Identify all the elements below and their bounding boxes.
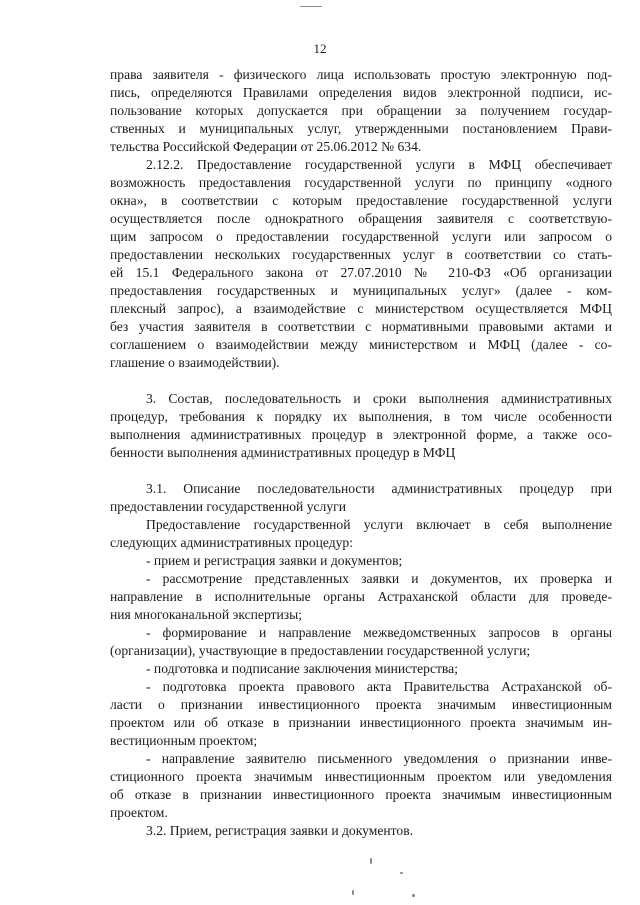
list-item: - прием и регистрация заявки и документов;: [146, 553, 403, 568]
page-number: 12: [313, 41, 327, 56]
list-item: - подготовка и подписание заключения министерства;: [146, 661, 458, 676]
text-line: ласти о признании инвестиционного проекта значимым инвестиционным: [110, 697, 612, 712]
text-line: плексный запрос), а взаимодействие с министерством осуществляется МФЦ: [110, 301, 612, 316]
text-line: без участия заявителя в соответствии с нормативными правовыми актами и: [110, 319, 612, 334]
scan-artifact: [300, 6, 322, 7]
text-line: права заявителя - физического лица использовать простую электронную под-: [110, 67, 612, 82]
text-line: (организации), участвующие в предоставлении государственной услуги;: [110, 643, 531, 658]
subsection-heading-line: 3.1. Описание последовательности административных процедур при: [146, 481, 612, 496]
list-item: - рассмотрение представленных заявки и документов, их проверка и: [146, 571, 612, 586]
scan-artifact: [370, 858, 372, 864]
section-heading-line: процедур, требования к порядку их выполнения, в том числе особенности: [110, 409, 612, 424]
section-heading-line: бенности выполнения административных процедур в МФЦ: [110, 445, 456, 460]
scan-artifact: [352, 890, 354, 895]
text-line: Предоставление государственной услуги включает в себя выполнение: [146, 517, 612, 532]
text-line: ей 15.1 Федерального закона от 27.07.2010 № 210-ФЗ «Об организации: [110, 265, 612, 280]
scan-artifact: [412, 894, 415, 897]
text-line: предоставления государственных и муниципальных услуг» (далее - ком-: [110, 283, 612, 298]
text-line: предоставлении нескольких государственных услуг в соответствии со стать-: [110, 247, 612, 262]
text-line: пись, определяются Правилами определения видов электронной подписи, ис-: [110, 85, 612, 100]
text-line: следующих административных процедур:: [110, 535, 353, 550]
text-line: глашение о взаимодействии).: [110, 355, 280, 370]
text-line: соглашением о взаимодействии между министерством и МФЦ (далее - со-: [110, 337, 612, 352]
text-line: проектом.: [110, 805, 168, 820]
subsection-heading-line: 3.2. Прием, регистрация заявки и документов.: [146, 823, 414, 838]
text-line: пользование которых допускается при обращении за получением государ-: [110, 103, 612, 118]
text-line: ственных и муниципальных услуг, утвержденными постановлением Прави-: [110, 121, 612, 136]
text-line: вестиционным проектом;: [110, 733, 258, 748]
text-line: 2.12.2. Предоставление государственной услуги в МФЦ обеспечивает: [146, 157, 612, 172]
section-heading-line: выполнения административных процедур в электронной форме, а также осо-: [110, 427, 612, 442]
scan-artifact: [400, 872, 403, 874]
list-item: - формирование и направление межведомственных запросов в органы: [146, 625, 612, 640]
text-line: ния многоканальной экспертизы;: [110, 607, 303, 622]
text-line: осуществляется после однократного обращения заявителя с соответствую-: [110, 211, 612, 226]
section-heading-line: 3. Состав, последовательность и сроки выполнения административных: [146, 391, 612, 406]
text-line: об отказе в признании инвестиционного проекта значимым инвестиционным: [110, 787, 612, 802]
text-line: возможность предоставления государственной услуги по принципу «одного: [110, 175, 612, 190]
text-line: проектом или об отказе в признании инвестиционного проекта значимым ин-: [110, 715, 612, 730]
text-line: щим запросом о предоставлении государственной услуги или запросом о: [110, 229, 612, 244]
text-line: окна», в соответствии с которым предоставление государственной услуги: [110, 193, 612, 208]
list-item: - направление заявителю письменного уведомления о признании инве-: [146, 751, 612, 766]
subsection-heading-line: предоставлении государственной услуги: [110, 499, 346, 514]
text-line: стиционного проекта значимым инвестиционным проектом или уведомления: [110, 769, 612, 784]
text-line: тельства Российской Федерации от 25.06.2012 № 634.: [110, 139, 422, 154]
list-item: - подготовка проекта правового акта Правительства Астраханской об-: [146, 679, 612, 694]
text-line: направление в исполнительные органы Астраханской области для проведе-: [110, 589, 612, 604]
